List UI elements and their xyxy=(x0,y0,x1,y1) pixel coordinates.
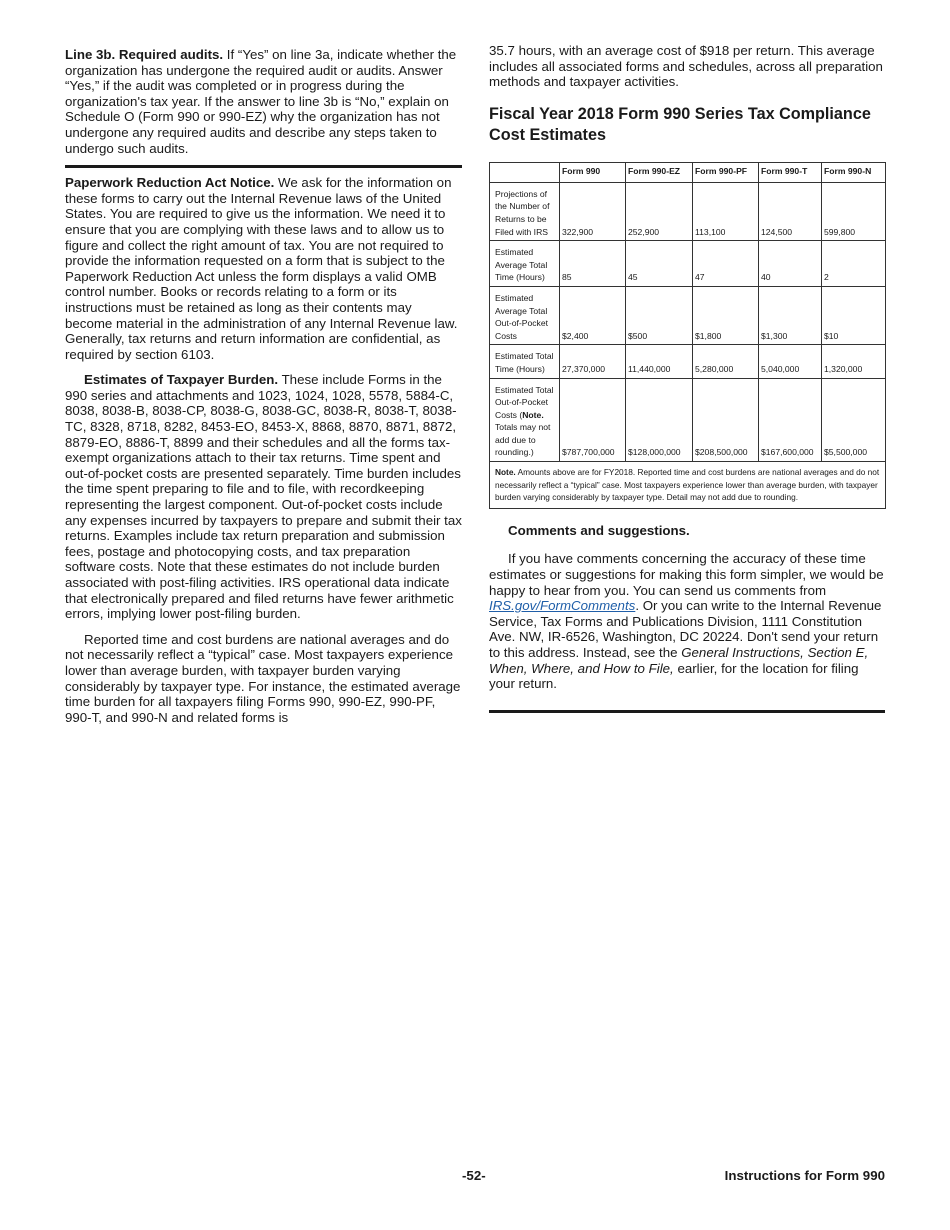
table-cell: 40 xyxy=(759,241,822,287)
paperwork-heading: Paperwork Reduction Act Notice. xyxy=(65,175,275,191)
table-note-label: Note. xyxy=(495,467,516,478)
table-cell: 252,900 xyxy=(626,182,693,240)
comments-text-pre: If you have comments concerning the accuracy of these time estimates or suggestions for making this form simpler, we would be happy to hear from you. You can send us comments from xyxy=(489,551,884,598)
estimates-paragraph xyxy=(65,372,462,622)
table-header-row xyxy=(490,162,886,182)
table-note xyxy=(490,462,886,509)
row-label-post: Totals may not add due to rounding.) xyxy=(495,422,551,458)
row-label: Estimated Average Total Time (Hours) xyxy=(490,241,560,287)
row-label: Estimated Total Time (Hours) xyxy=(490,345,560,378)
table-row xyxy=(490,182,886,240)
line3b-paragraph xyxy=(65,47,462,156)
table-cell: 27,370,000 xyxy=(560,345,626,378)
table-cell: 45 xyxy=(626,241,693,287)
left-column xyxy=(65,47,462,725)
table-cell: 322,900 xyxy=(560,182,626,240)
burden-table xyxy=(489,162,886,509)
table-cell: $5,500,000 xyxy=(822,378,886,462)
table-row xyxy=(490,378,886,462)
right-column xyxy=(489,43,885,713)
table-row xyxy=(490,286,886,344)
table-cell: $10 xyxy=(822,286,886,344)
end-divider xyxy=(489,710,885,713)
row-label: Projections of the Number of Returns to be Filed with IRS xyxy=(490,182,560,240)
continuation-paragraph: 35.7 hours, with an average cost of $918 per return. This average includes all associated forms and schedules, across all preparation methods and taxpayer activities. xyxy=(489,43,883,90)
header-form-990: Form 990 xyxy=(560,162,626,182)
paperwork-text: We ask for the information on these forms to carry out the Internal Revenue laws of the United States. You are required to give us the information. We need it to ensure that you are complying with these laws and to allow us to figure and collect the right amount of tax. You are not required to provide the information requested on a form that is subject to the Paperwork Reduction Act unless the form displays a valid OMB control number. Books or records relating to a form or its instructions must be retained as long as their contents may become material in the administration of any Internal Revenue law. Generally, tax returns and return information are confidential, as required by section 6103. xyxy=(65,175,458,362)
header-empty xyxy=(490,162,560,182)
estimates-heading: Estimates of Taxpayer Burden. xyxy=(84,372,279,388)
table-cell: $167,600,000 xyxy=(759,378,822,462)
row-label xyxy=(490,378,560,462)
table-cell: 47 xyxy=(693,241,759,287)
table-cell: 5,040,000 xyxy=(759,345,822,378)
table-cell: 85 xyxy=(560,241,626,287)
row-label-note: Note. xyxy=(522,409,544,420)
table-cell: $500 xyxy=(626,286,693,344)
table-note-row xyxy=(490,462,886,509)
page-number: -52- xyxy=(462,1168,486,1183)
header-form-990-t: Form 990-T xyxy=(759,162,822,182)
table-cell: $1,300 xyxy=(759,286,822,344)
header-form-990-n: Form 990-N xyxy=(822,162,886,182)
table-cell: 599,800 xyxy=(822,182,886,240)
header-form-990-ez: Form 990-EZ xyxy=(626,162,693,182)
row-label-pre: Estimated Total Out-of-Pocket Costs ( xyxy=(495,384,554,420)
table-cell: $1,800 xyxy=(693,286,759,344)
comments-heading: Comments and suggestions. xyxy=(508,522,690,538)
comments-paragraph xyxy=(489,551,885,691)
table-cell: 2 xyxy=(822,241,886,287)
table-cell: $2,400 xyxy=(560,286,626,344)
line3b-heading: Line 3b. Required audits. xyxy=(65,47,224,62)
table-cell: 113,100 xyxy=(693,182,759,240)
table-cell: 124,500 xyxy=(759,182,822,240)
estimates-text: These include Forms in the 990 series and attachments and 1023, 1024, 1028, 5578, 5884-C, 8038, 8038-B, 8038-CP, 8038-G, 8038-GC, 8038-R, 8038-T, 8038-TC, 8328, 8718, 8282, 8453-EO, 8453-X, 8868, 8870, 8871, 8872, 8879-EO, 8886-T, 8899 and their schedules and all the forms tax-exempt organizations attach to their tax returns. Time spent and out-of-pocket costs are presented separately. Time burden includes the time spent preparing to file and to file, with recordkeeping representing the largest component. Out-of-pocket costs include any expenses incurred by taxpayers to prepare and submit their tax returns. Examples include tax return preparation and submission fees, postage and photocopying costs, and tax preparation software costs. Note that these estimates do not include burden associated with post-filing activities. IRS operational data indicate that electronically prepared and filed returns have fewer arithmetic errors, implying lower post-filing burden. xyxy=(65,372,462,622)
table-cell: 5,280,000 xyxy=(693,345,759,378)
row-label: Estimated Average Total Out-of-Pocket Costs xyxy=(490,286,560,344)
comments-text-italic: General Instructions, Section E, When, Where, and How to File, xyxy=(489,645,869,676)
comments-text-post: earlier, for the location for filing your return. xyxy=(489,660,859,692)
form-comments-link[interactable]: IRS.gov/FormComments xyxy=(489,598,636,614)
table-cell: $208,500,000 xyxy=(693,378,759,462)
table-cell: 1,320,000 xyxy=(822,345,886,378)
table-title: Fiscal Year 2018 Form 990 Series Tax Compliance Cost Estimates xyxy=(489,104,871,144)
comments-text-mid: . Or you can write to the Internal Revenue Service, Tax Forms and Publications Division, 1111 Constitution Ave. NW, IR-6526, Washington, DC 20224. Don't send your return to this address. Instead, see the xyxy=(489,598,882,660)
table-cell: 11,440,000 xyxy=(626,345,693,378)
document-title: Instructions for Form 990 xyxy=(724,1168,885,1183)
table-note-text: Amounts above are for FY2018. Reported time and cost burdens are national averages and do not necessarily reflect a “typical” case. Most taxpayers experience lower than average burden, with taxpayer burden varying considerably by taxpayer type. Detail may not add due to rounding. xyxy=(495,467,880,503)
table-cell: $128,000,000 xyxy=(626,378,693,462)
header-form-990-pf: Form 990-PF xyxy=(693,162,759,182)
table-row xyxy=(490,241,886,287)
line3b-text: If “Yes” on line 3a, indicate whether the organization has undergone the required audit or audits. Answer “Yes,” if the audit was completed or in progress during the organization's tax year. If the answer to line 3b is “No,” explain on Schedule O (Form 990 or 990-EZ) why the organization has not undergone any required audits and describe any steps taken to undergo such audits. xyxy=(65,47,457,156)
table-cell: $787,700,000 xyxy=(560,378,626,462)
paperwork-paragraph xyxy=(65,175,462,362)
section-divider xyxy=(65,165,462,168)
table-row xyxy=(490,345,886,378)
reported-paragraph: Reported time and cost burdens are national averages and do not necessarily reflect a “typical” case. Most taxpayers experience lower than average burden, with taxpayer burden varying considerably by taxpayer type. For instance, the estimated average time burden for all taxpayers filing Forms 990, 990-EZ, 990-PF, 990-T, and 990-N and related forms is xyxy=(65,631,461,725)
